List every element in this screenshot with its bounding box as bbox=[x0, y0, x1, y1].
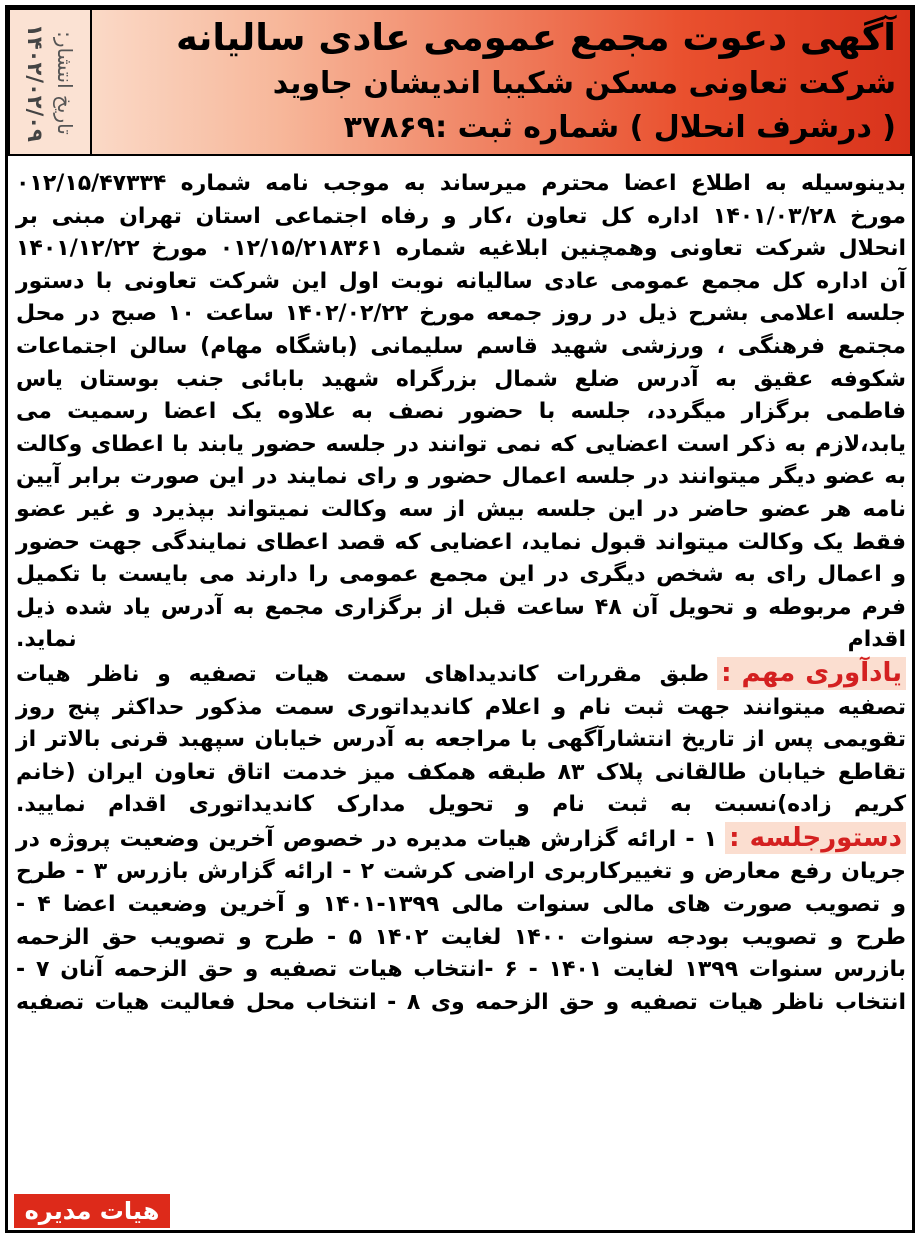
company-name: شرکت تعاونی مسکن شکیبا اندیشان جاوید bbox=[272, 66, 896, 101]
ad-title: آگهی دعوت مجمع عمومی عادی سالیانه bbox=[176, 16, 896, 59]
ad-header bbox=[8, 8, 912, 156]
reminder-heading: یادآوری مهم : bbox=[717, 657, 906, 690]
intro-paragraph: بدینوسیله به اطلاع اعضا محترم میرساند به موجب نامه شماره ۰۱۲/۱۵/۴۷۳۳۴ مورخ ۱۴۰۱/۰۳/۲۸ اداره کل تعاون ،کار و رفاه اجتماعی استان تهران مبنی بر انحلال شرکت تعاونی وهمچنین ابلاغیه شماره ۰۱۲/۱۵/۲۱۸۳۶۱ مورخ ۱۴۰۱/۱۲/۲۲ آن اداره کل مجمع عمومی عادی سالیانه نوبت اول این شرکت تعاونی با دستور جلسه اعلامی بشرح ذیل در روز جمعه مورخ ۱۴۰۲/۰۲/۲۲ ساعت ۱۰ صبح در محل مجتمع فرهنگی ، ورزشی شهید قاسم سلیمانی (باشگاه مهام) سالن اجتماعات شکوفه عقیق به آدرس ضلع شمال بزرگراه شهید بابائی جنب بوستان یاس فاطمی برگزار میگردد، جلسه با حضور نصف به علاوه یک اعضا رسمیت می یابد،لازم به ذکر است اعضایی که نمی توانند در جلسه حضور یابند با اعطای وکالت به عضو دیگر میتوانند در جلسه اعمال حضور و رای نمایند در این صورت برابر آیین نامه هر عضو حاضر در این جلسه بیش از سه وکالت نمیتواند بپذیرد و غیر عضو فقط یک وکالت میتواند قبول نماید، اعضایی که قصد اعطای نمایندگی جهت حضور و اعمال رای به شخص دیگری در این مجمع عمومی را دارند می بایست با تکمیل فرم مربوطه و تحویل آن ۴۸ ساعت قبل از برگزاری مجمع به آدرس یاد شده ذیل اقدام نماید. bbox=[16, 171, 907, 653]
publish-date-label: تاریخ انتشار: bbox=[53, 31, 77, 135]
agenda-heading: دستورجلسه : bbox=[725, 822, 906, 855]
publish-date-value: ۱۴۰۲/۰۲/۰۹ bbox=[23, 24, 47, 142]
board-signature: هیات مدیره bbox=[14, 1194, 170, 1228]
publish-date-box bbox=[10, 10, 92, 156]
ad-body bbox=[16, 168, 906, 1019]
status-registration: ( درشرف انحلال ) شماره ثبت :۳۷۸۶۹ bbox=[343, 110, 896, 145]
reminder-paragraph bbox=[16, 657, 906, 822]
title-block bbox=[102, 14, 896, 150]
agenda-text: ۱ - ارائه گزارش هیات مدیره در خصوص آخرین وضعیت پروژه در جریان رفع معارض و تغییرکاربری اراضی کرشت ۲ - ارائه گزارش بازرس ۳ - طرح و تصویب صورت های مالی سنوات مالی ۱۳۹۹-۱۴۰۱ و آخرین وضعیت اعضا ۴ - طرح و تصویب بودجه سنوات ۱۴۰۰ لغایت ۱۴۰۲ ۵ - طرح و تصویب حق الزحمه بازرس سنوات ۱۳۹۹ لغایت ۱۴۰۱ - ۶ -انتخاب هیات تصفیه و حق الزحمه آنان ۷ - انتخاب ناظر هیات تصفیه و حق الزحمه وی ۸ - انتخاب محل فعالیت هیات تصفیه bbox=[16, 826, 907, 1015]
reminder-text: طبق مقررات کاندیداهای سمت هیات تصفیه و ناظر هیات تصفیه میتوانند جهت ثبت نام و اعلام کاندیداتوری سمت مذکور حداکثر پنج روز تقویمی پس از تاریخ انتشارآگهی با مراجعه به آدرس خیابان سپهبد قرنی بالاتر از تقاطع خیابان طالقانی پلاک ۸۳ طبقه همکف میز خدمت اتاق تعاون ایران (خانم کریم زاده)نسبت به ثبت نام و تحویل مدارک کاندیداتوری اقدام نمایید. bbox=[16, 661, 906, 818]
agenda-paragraph bbox=[16, 822, 906, 1020]
